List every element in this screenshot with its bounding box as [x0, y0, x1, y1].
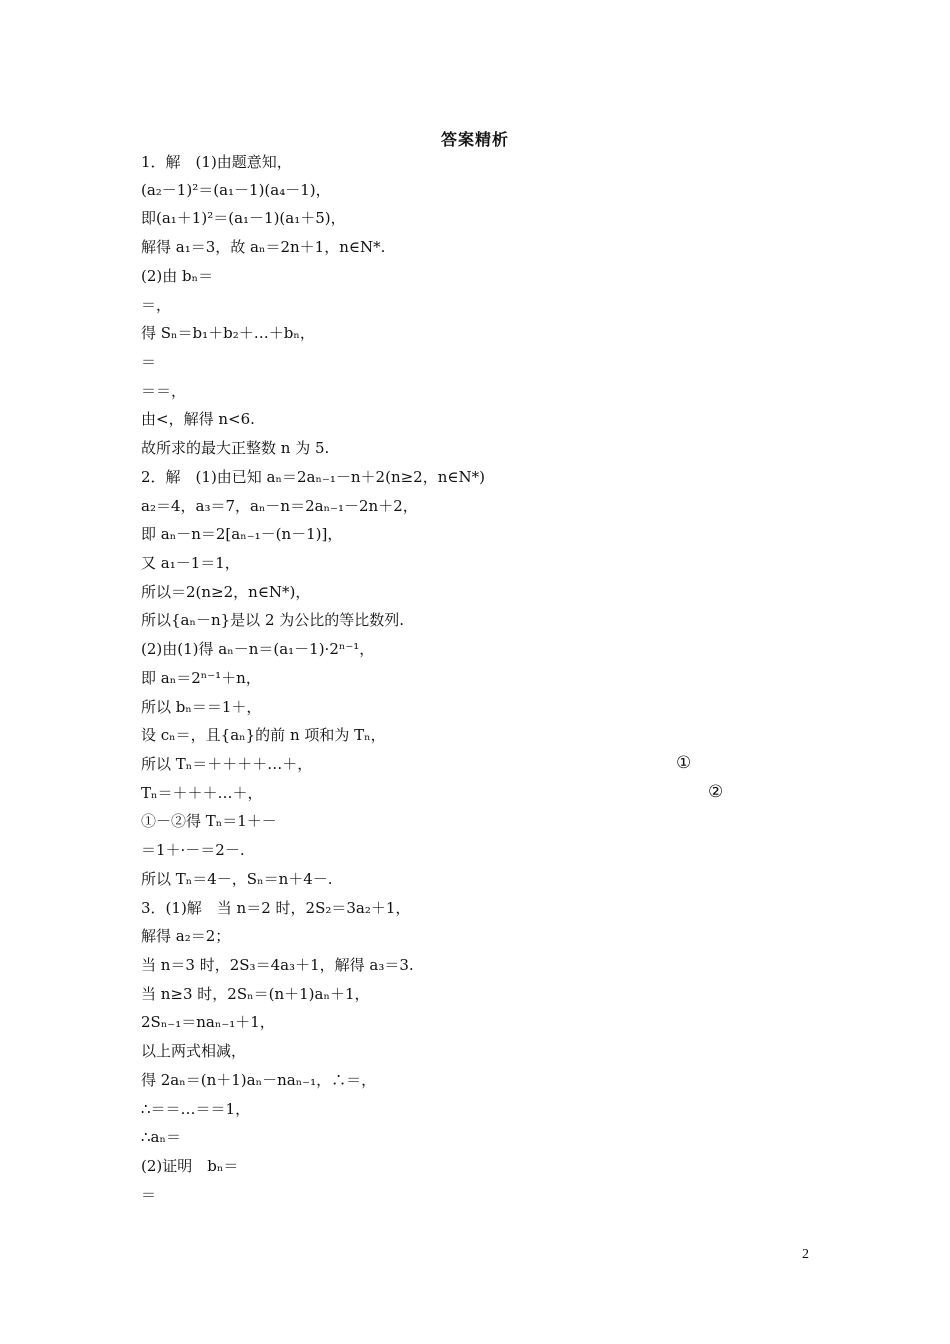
text-line: 所以{aₙ－n}是以 2 为公比的等比数列.: [141, 611, 405, 629]
text-line: 以上两式相减，: [141, 1042, 247, 1060]
text-line: 2．解 (1)由已知 aₙ＝2aₙ₋₁－n＋2(n≥2，n∈N*): [141, 468, 485, 486]
text-line: ＝1＋·－＝2－.: [141, 841, 245, 859]
text-line: (2)证明 bₙ＝: [141, 1157, 239, 1175]
text-line: ＝，: [141, 296, 172, 314]
text-line: 当 n＝3 时，2S₃＝4a₃＋1，解得 a₃＝3.: [141, 956, 414, 974]
text-line: 2Sₙ₋₁＝naₙ₋₁＋1，: [141, 1013, 275, 1031]
text-line: 由<，解得 n<6.: [141, 410, 255, 428]
text-line: 故所求的最大正整数 n 为 5.: [141, 439, 330, 457]
text-line: 设 cₙ＝，且{aₙ}的前 n 项和为 Tₙ，: [141, 726, 386, 744]
text-line: ①－②得 Tₙ＝1＋－: [141, 812, 277, 830]
page-number: 2: [802, 1247, 809, 1262]
text-line: 1．解 (1)由题意知，: [141, 153, 292, 171]
equation-marker-2: ②: [708, 782, 724, 802]
text-line: 所以 Tₙ＝＋＋＋＋…＋，: [141, 755, 313, 773]
text-line: 所以 Tₙ＝4－，Sₙ＝n＋4－.: [141, 870, 333, 888]
text-line: ＝＝，: [141, 382, 187, 400]
text-line: (a₂－1)²＝(a₁－1)(a₄－1)，: [141, 181, 331, 199]
equation-marker-1: ①: [676, 753, 692, 773]
text-line: 解得 a₁＝3，故 aₙ＝2n＋1，n∈N*.: [141, 238, 386, 256]
text-line: ＝: [141, 353, 157, 371]
text-line: 所以＝2(n≥2，n∈N*)，: [141, 583, 311, 601]
text-line: 又 a₁－1＝1，: [141, 554, 240, 572]
text-line: (2)由 bₙ＝: [141, 267, 214, 285]
text-line: (2)由(1)得 aₙ－n＝(a₁－1)·2ⁿ⁻¹，: [141, 640, 375, 658]
text-line: ＝: [141, 1186, 157, 1204]
text-line: ∴＝＝…＝＝1，: [141, 1100, 251, 1118]
text-line: 解得 a₂＝2；: [141, 927, 231, 945]
text-line: 当 n≥3 时，2Sₙ＝(n＋1)aₙ＋1，: [141, 985, 370, 1003]
text-line: 即 aₙ－n＝2[aₙ₋₁－(n－1)]，: [141, 525, 343, 543]
text-line: 3．(1)解 当 n＝2 时，2S₂＝3a₂＋1，: [141, 899, 411, 917]
page-title: 答案精析: [440, 130, 509, 149]
text-line: Tₙ＝＋＋＋…＋，: [141, 784, 263, 802]
text-line: ∴aₙ＝: [141, 1128, 181, 1146]
text-line: a₂＝4，a₃＝7，aₙ－n＝2aₙ₋₁－2n＋2，: [141, 497, 418, 515]
text-line: 即 aₙ＝2ⁿ⁻¹＋n，: [141, 669, 261, 687]
text-line: 即(a₁＋1)²＝(a₁－1)(a₁＋5)，: [141, 209, 346, 227]
text-line: 得 Sₙ＝b₁＋b₂＋…＋bₙ，: [141, 324, 315, 342]
text-line: 得 2aₙ＝(n＋1)aₙ－naₙ₋₁，∴＝，: [141, 1071, 377, 1089]
text-line: 所以 bₙ＝＝1＋，: [141, 698, 262, 716]
